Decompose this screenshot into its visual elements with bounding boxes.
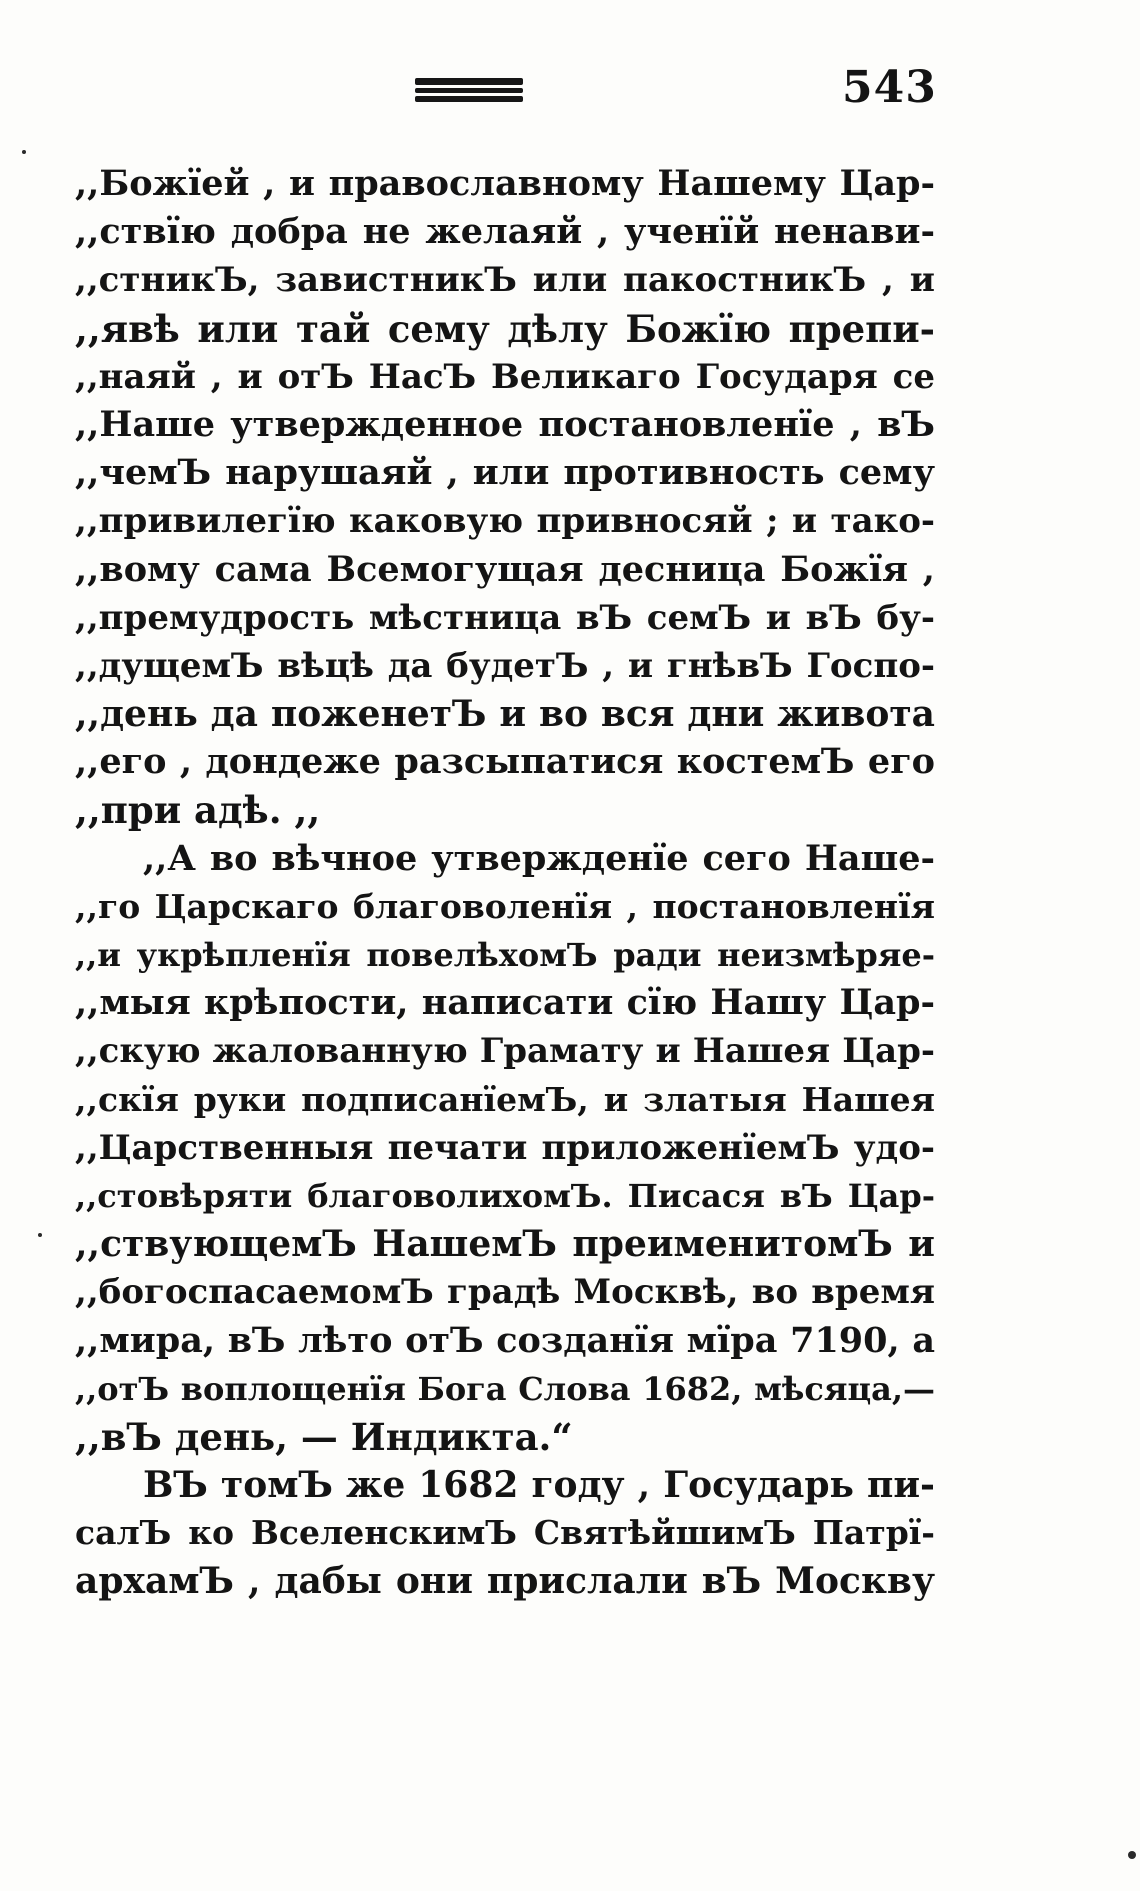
ornament-bar: [415, 96, 523, 102]
text-line: ,,Наше утвержденное постановленїе , вЪ: [75, 403, 935, 445]
ornament-bar: [415, 78, 523, 85]
text-line: ,,скїя руки подписанїемЪ, и златыя Нашея: [75, 1079, 935, 1119]
text-line: салЪ ко ВселенскимЪ СвятѣйшимЪ Патрї-: [75, 1513, 935, 1553]
text-line: ,,привилегїю каковую привносяй ; и тако-: [75, 501, 935, 542]
print-speck: [38, 1233, 42, 1237]
text-line: ,,вому сама Всемогущая десница Божїя ,: [75, 548, 935, 590]
header-ornament: [415, 78, 523, 102]
text-line: ,,А во вѣчное утвержденїе сего Наше-: [143, 837, 935, 879]
ornament-bar: [415, 88, 523, 93]
text-line: ,,стникЪ, завистникЪ или пакостникЪ , и: [75, 260, 935, 301]
print-speck: [1128, 1851, 1136, 1859]
body-text: [75, 160, 935, 1606]
text-line: архамЪ , дабы они прислали вЪ Москву: [75, 1560, 935, 1603]
text-line: ,,его , дондеже разсыпатися костемЪ его: [75, 741, 935, 783]
text-line: ,,ствїю добра не желаяй , ученїй ненави-: [75, 211, 935, 253]
text-line: ,,Божїей , и православному Нашему Цар-: [75, 163, 935, 204]
text-line: ,,Царственныя печати приложенїемЪ удо-: [75, 1127, 935, 1168]
text-line: ВЪ томЪ же 1682 году , Государь пи-: [143, 1464, 935, 1507]
text-line: ,,скую жалованную Грамату и Нашея Цар-: [75, 1031, 935, 1072]
text-line: ,,богоспасаемомЪ градѣ Москвѣ, во время: [75, 1272, 935, 1313]
text-line: ,,ствующемЪ НашемЪ преименитомЪ и: [75, 1223, 935, 1266]
text-line: ,,мыя крѣпости, написати сїю Нашу Цар-: [75, 982, 935, 1024]
text-line: ,,при адѣ. ,,: [75, 788, 321, 833]
text-line: ,,явѣ или тай сему дѣлу Божїю препи-: [75, 306, 935, 351]
print-speck: [22, 150, 26, 154]
text-line: ,,дущемЪ вѣцѣ да будетЪ , и гнѣвЪ Госпо-: [75, 645, 935, 686]
text-line: ,,вЪ день, — Индикта.“: [75, 1414, 573, 1459]
text-line: ,,день да поженетЪ и во вся дни живота: [75, 693, 935, 736]
text-line: ,,го Царскаго благоволенїя , постановленїя: [75, 886, 935, 926]
page-number: 543: [842, 62, 937, 113]
text-line: ,,премудрость мѣстница вЪ семЪ и вЪ бу-: [75, 597, 935, 638]
text-line: ,,мира, вЪ лѣто отЪ созданїя мїра 7190, а: [75, 1319, 935, 1361]
text-line: ,,стовѣряти благоволихомЪ. Писася вЪ Цар-: [75, 1176, 935, 1215]
text-line: ,,отЪ воплощенїя Бога Слова 1682, мѣсяца,—: [75, 1369, 935, 1408]
text-line: ,,и укрѣпленїя повелѣхомЪ ради неизмѣряе-: [75, 936, 935, 974]
text-line: ,,чемЪ нарушаяй , или противность сему: [75, 452, 935, 494]
text-line: ,,наяй , и отЪ НасЪ Великаго Государя се: [75, 356, 935, 397]
